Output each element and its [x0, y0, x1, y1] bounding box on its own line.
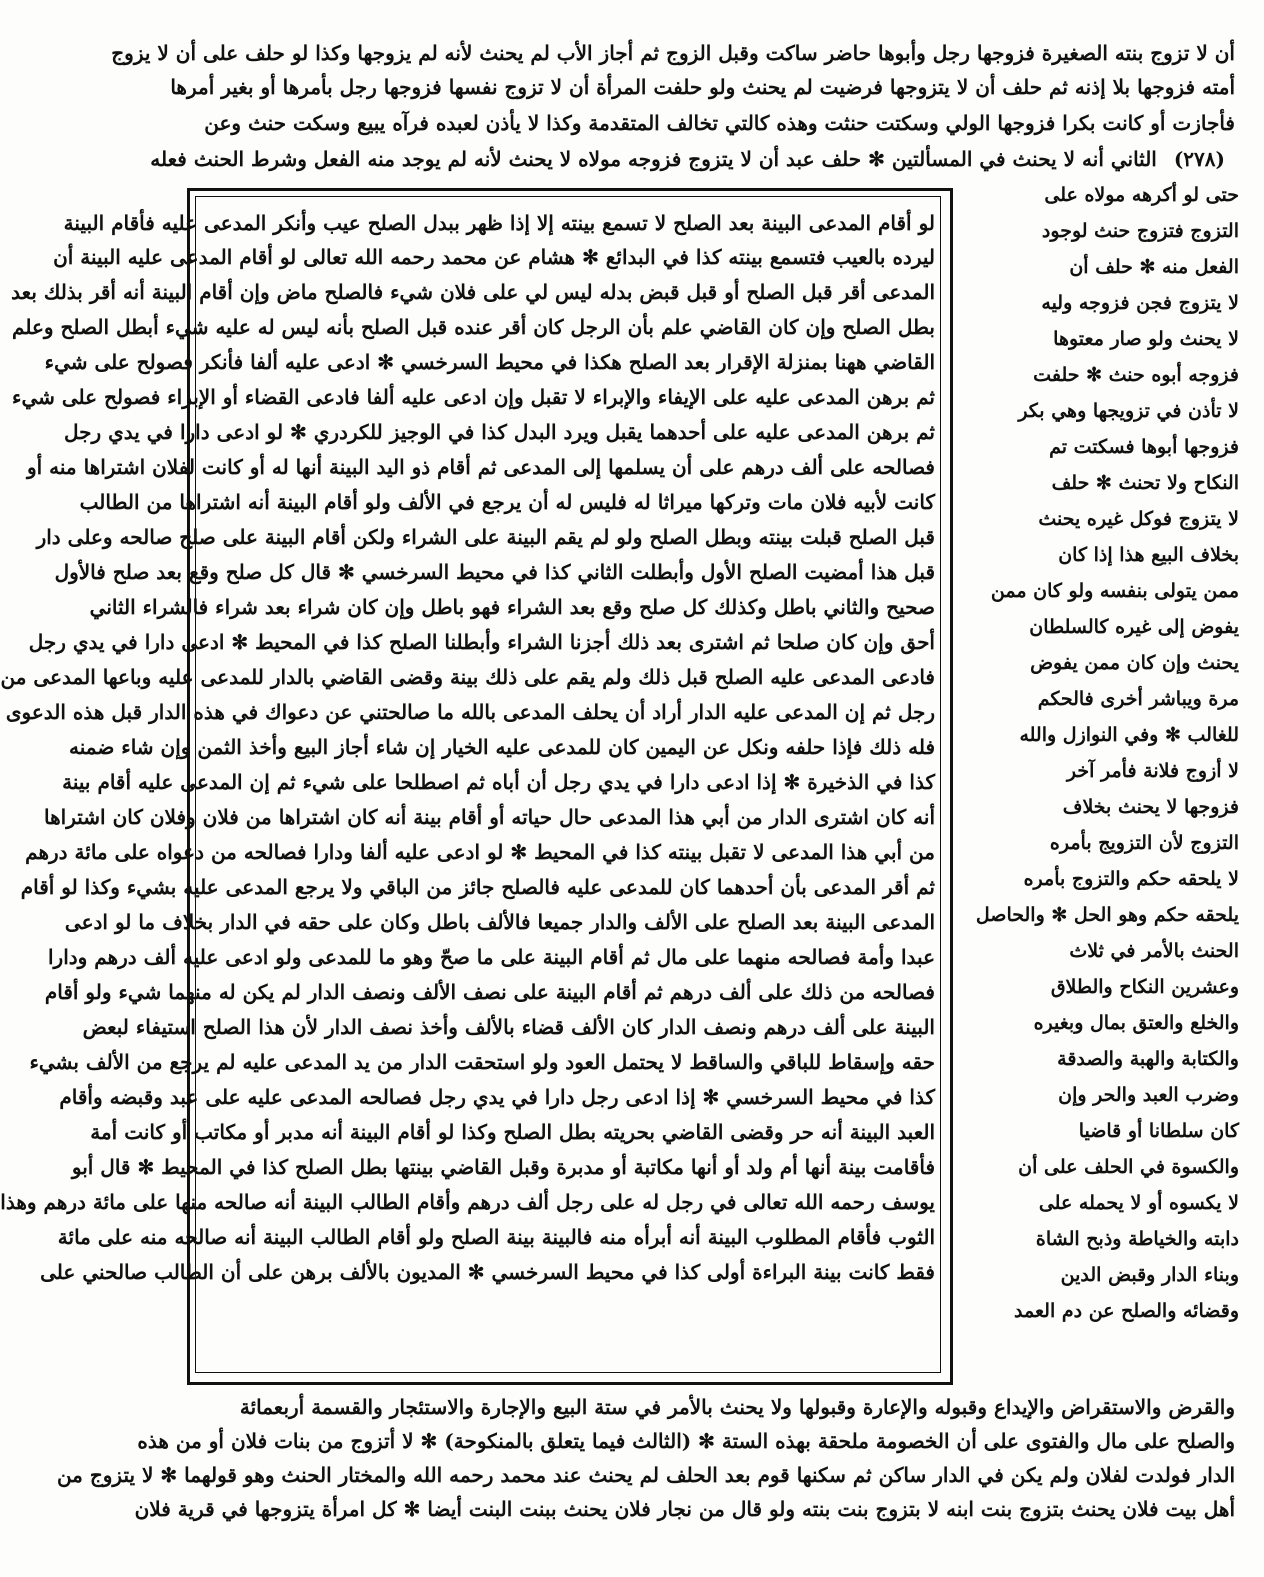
margin-line: الفعل منه ✻ حلف أن [1069, 256, 1239, 278]
margin-line: كان سلطانا أو قاضيا [1078, 1120, 1239, 1142]
footer-text-line-1: والقرض والاستقراض والإيداع وقبوله والإعارة وقبولها ولا يحنث بالأمر في ستة البيع والإجارة والاستئجار والقسمة أربعمائة [239, 1395, 1235, 1419]
margin-line: لا يحنث ولو صار معتوها [1053, 328, 1239, 350]
margin-line: حتى لو أكرهه مولاه على [1044, 184, 1239, 206]
main-line: البينة على ألف درهم ونصف الدار كان الألف قضاء بالألف وأخذ نصف الدار لأن هذا الصلح استيفاء لبعض [82, 1015, 935, 1039]
main-line: ثم برهن المدعى عليه على الإيفاء والإبراء لا تقبل وإن ادعى عليه ألفا فادعى القضاء أو الإبراء فصولح على شيء [12, 385, 935, 409]
margin-line: فزوجها لا يحنث بخلاف [1062, 796, 1239, 818]
main-line: ثم أقر المدعى بأن أحدهما كان للمدعى عليه فالصلح جائز من الباقي ولا يرجع المدعى عليه بشيء وكذا لو أقام [20, 875, 935, 899]
header-text-line-2: أمته فزوجها بلا إذنه ثم حلف أن لا يتزوجها فرضيت لم يحنث ولو حلفت المرأة أن لا تزوج نفسها فزوجها رجل بأمرها أو بغير أمرها [170, 75, 1235, 99]
margin-line: ممن يتولى بنفسه ولو كان ممن [990, 580, 1239, 602]
margin-line: لا يكسوه أو لا يحمله على [1038, 1192, 1239, 1214]
margin-line: لا يتزوج فوكل غيره يحنث [1038, 508, 1239, 530]
main-line: قبل هذا أمضيت الصلح الأول وأبطلت الثاني كذا في محيط السرخسي ✻ قال كل صلح وقع بعد صلح فالأول [54, 560, 935, 584]
main-line: الثوب فأقام المطلوب البينة أنه أبرأه منه فالبينة بينة الصلح ولو أقام الطالب البينة أنه صالحه منه على مائة [57, 1225, 935, 1249]
margin-line: فزوجه أبوه حنث ✻ حلفت [1033, 364, 1239, 386]
main-line: كانت لأبيه فلان مات وتركها ميراثا له فليس له أن يرجع في الألف ولو أقام البينة أنه اشتراها من الطالب [79, 490, 935, 514]
main-line: حقه وإسقاط للباقي والساقط لا يحتمل العود ولو استحقت الدار من يد المدعى عليه لم يرجع من الألف بشيء [29, 1050, 935, 1074]
margin-line: يلحقه حكم وهو الحل ✻ والحاصل [975, 904, 1239, 926]
margin-line: بخلاف البيع هذا إذا كان [1058, 544, 1239, 566]
margin-line: والكسوة في الحلف على أن [1018, 1156, 1239, 1178]
main-line: فصالحه على ألف درهم على أن يسلمها إلى المدعى ثم أقام ذو اليد البينة أنها له أو كانت لفلان اشتراها منه أو [26, 455, 935, 479]
header-text-line-4 [150, 144, 1235, 174]
header-text-line-1: أن لا تزوج بنته الصغيرة فزوجها رجل وأبوها حاضر ساكت وقبل الزوج ثم أجاز الأب لم يحنث لأنه لم يزوجها وكذا لو حلف على أن لا يزوج [111, 41, 1235, 65]
margin-line: التزوج لأن التزويج بأمره [1049, 832, 1239, 854]
footer-text-line-3: الدار فولدت لفلان ولم يكن في الدار ساكن ثم سكنها قوم بعد الحلف لم يحنث عند محمد رحمه الله والمختار الحنث وهو قولهما ✻ لا يتزوج من [56, 1463, 1235, 1487]
margin-line: وضرب العبد والحر وإن [1058, 1084, 1239, 1106]
main-line: العبد البينة أنه حر وقضى القاضي بحريته بطل الصلح وكذا لو أقام البينة أنه مدبر أو مكاتب أو كانت أمة [90, 1120, 935, 1144]
margin-line: النكاح ولا تحنث ✻ حلف [1051, 472, 1239, 494]
main-line: المدعى أقر قبل الصلح أو قبل قبض بدله ليس لي على فلان شيء فالصلح ماض وإن أقام البينة أنه أقر بذلك بعد [11, 280, 935, 304]
main-line: كذا في محيط السرخسي ✻ إذا ادعى رجل دارا في يدي رجل فصالحه المدعى عليه على عبد وقبضه وأقام [59, 1085, 935, 1109]
main-line: أحق وإن كان صلحا ثم اشترى بعد ذلك أجزنا الشراء وأبطلنا الصلح كذا في المحيط ✻ ادعى دارا في يدي رجل [28, 630, 935, 654]
footer-text-line-4: أهل بيت فلان يحنث بتزوج بنت ابنه لا بتزوج بنت بنته ولو قال من نجار فلان يحنث ببنت البنت أيضا ✻ كل امرأة يتزوجها في قرية فلان [134, 1497, 1235, 1521]
margin-line: الحنث بالأمر في ثلاث [1069, 940, 1239, 962]
margin-line: وبناء الدار وقبض الدين [1060, 1264, 1239, 1286]
main-line: يوسف رحمه الله تعالى في رجل له على رجل ألف درهم وأقام الطالب البينة أنه صالحه منها على مائة درهم وهذا [0, 1190, 935, 1214]
main-line: فادعى المدعى عليه الصلح قبل ذلك ولم يقم على ذلك بينة وقضى القاضي بالدار للمدعى عليه وباعها المدعى من [0, 665, 935, 689]
margin-line: لا يلحقه حكم والتزوج بأمره [1023, 868, 1239, 890]
margin-line: مرة ويباشر أخرى فالحكم [1037, 688, 1239, 710]
margin-line: والخلع والعتق بمال وبغيره [1033, 1012, 1239, 1034]
main-line: فله ذلك فإذا حلفه ونكل عن اليمين كان للمدعى عليه الخيار إن شاء أجاز البيع وأخذ الثمن وإن شاء ضمنه [69, 735, 935, 759]
margin-line: التزوج فتزوج حنث لوجود [1041, 220, 1239, 242]
main-line: لو أقام المدعى البينة بعد الصلح لا تسمع بينته إلا إذا ظهر ببدل الصلح عيب وأنكر المدعى عليه فأقام البينة [63, 211, 935, 235]
main-line: قبل الصلح قبلت بينته وبطل الصلح ولو لم يقم البينة على الشراء ولكن أقام البينة على صلح صالحه وعلى دار [36, 525, 935, 549]
main-line: بطل الصلح وإن كان القاضي علم بأن الرجل كان أقر عنده قبل الصلح بأنه ليس له عليه شيء أبطل الصلح وعلم [12, 315, 935, 339]
margin-line: لا يتزوج فجن فزوجه وليه [1041, 292, 1239, 314]
page-number: (٢٧٨) [1173, 147, 1225, 171]
margin-line: للغالب ✻ وفي النوازل والله [1019, 724, 1239, 746]
margin-line: دابته والخياطة وذبح الشاة [1035, 1228, 1239, 1250]
main-line: ليرده بالعيب فتسمع بينته كذا في البدائع ✻ هشام عن محمد رحمه الله تعالى لو أقام المدعى عليه البينة أن [53, 245, 935, 269]
main-line: أنه كان اشترى الدار من أبي هذا المدعى حال حياته أو أقام بينة أنه كان اشتراها من فلان وفلان كان اشتراها [44, 805, 935, 829]
main-line: من أبي هذا المدعى لا تقبل بينته كذا في المحيط ✻ لو ادعى عليه ألفا ودارا فصالحه من دعواه على مائة درهم [25, 840, 935, 864]
footer-text-line-2: والصلح على مال والفتوى على أن الخصومة ملحقة بهذه الستة ✻ (الثالث فيما يتعلق بالمنكوحة) ✻ لا أتزوج من بنات فلان أو من هذه [137, 1429, 1235, 1453]
margin-line: يفوض إلى غيره كالسلطان [1029, 616, 1239, 638]
margin-line: والكتابة والهبة والصدقة [1057, 1048, 1239, 1070]
header-text-line-4-content: الثاني أنه لا يحنث في المسألتين ✻ حلف عبد أن لا يتزوج فزوجه مولاه لا يحنث لأنه لم يوجد منه الفعل وشرط الحنث فعله [150, 147, 1157, 171]
main-line: فصالحه من ذلك على ألف درهم ثم أقام البينة على نصف الألف ونصف الدار لم يكن له منهما شيء ولو أقام [44, 980, 935, 1004]
margin-line: فزوجها أبوها فسكتت تم [1049, 436, 1239, 458]
main-line: المدعى البينة بعد الصلح على الألف والدار جميعا فالألف باطل وكان على حقه في الدار بخلاف ما لو ادعى [64, 910, 935, 934]
margin-line: وقضائه والصلح عن دم العمد [1014, 1300, 1239, 1322]
main-line: كذا في الذخيرة ✻ إذا ادعى دارا في يدي رجل أن أباه ثم اصطلحا على شيء ثم إن المدعى عليه أقام بينة [62, 770, 935, 794]
main-line: فقط كانت بينة البراءة أولى كذا في محيط السرخسي ✻ المديون بالألف برهن على أن الطالب صالحني على [40, 1260, 935, 1284]
margin-line: لا تأذن في تزويجها وهي بكر [1018, 400, 1239, 422]
margin-line: يحنث وإن كان ممن يفوض [1030, 652, 1239, 674]
margin-line: وعشرين النكاح والطلاق [1050, 976, 1239, 998]
main-line: ثم برهن المدعى عليه على أحدهما يقبل ويرد البدل كذا في الوجيز للكردري ✻ لو ادعى دارا في يدي رجل [63, 420, 935, 444]
main-line: فأقامت بينة أنها أم ولد أو أنها مكاتبة أو مدبرة وقبل القاضي بينتها بطل الصلح كذا في المحيط ✻ قال أبو [71, 1155, 935, 1179]
header-text-line-3: فأجازت أو كانت بكرا فزوجها الولي وسكتت حنثت وهذه كالتي تخالف المتقدمة وكذا لا يأذن لعبده فرآه يبيع وسكت حنث وعن [204, 111, 1235, 135]
margin-line: لا أزوج فلانة فأمر آخر [1066, 760, 1239, 782]
main-line: صحيح والثاني باطل وكذلك كل صلح وقع بعد الشراء فهو باطل وإن كان شراء بعد شراء فالشراء الثاني [89, 595, 935, 619]
main-line: رجل ثم إن المدعى عليه الدار أراد أن يحلف المدعى بالله ما صالحتني عن دعواك في هذه الدار قبل هذه الدعوى [5, 700, 935, 724]
main-line: عبدا وأمة فصالحه منهما على مال ثم أقام البينة على ما صحّ وهو ما للمدعى ولو ادعى عليه ألف درهم ودارا [47, 945, 935, 969]
main-line: القاضي ههنا بمنزلة الإقرار بعد الصلح هكذا في محيط السرخسي ✻ ادعى عليه ألفا فأنكر فصولح على شيء [44, 350, 935, 374]
